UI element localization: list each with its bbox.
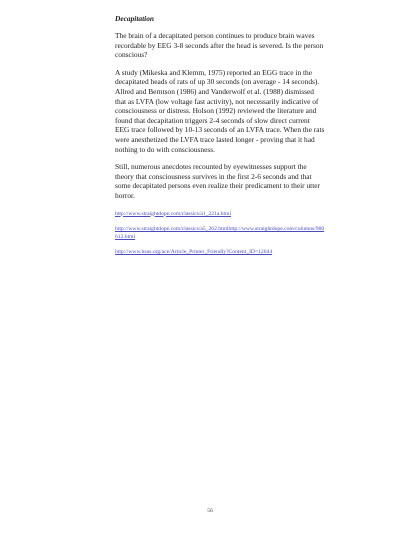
reference-link-3[interactable]: http://www.hsus.org/ace/Article_Printer_Friendly?Content_ID=12644 <box>115 249 273 255</box>
reference-link-1[interactable]: http://www.straightdope.com/classics/a1_221a.html <box>115 210 231 217</box>
section-heading: Decapitation <box>115 14 155 23</box>
reference-links <box>115 211 325 257</box>
paragraph-anecdotes: Still, numerous anecdotes recounted by eyewitnesses support the theory that consciousness survives in the first 2-6 seconds and that some decapitated persons even realize their predicament to their utter horror. <box>115 162 320 200</box>
page-content <box>115 14 325 265</box>
reference-link-2[interactable]: http://www.straightdope.com/classics/a5_262.htmlhttp://www.straightdope.com/columns/980612.html <box>115 226 325 240</box>
paragraph-intro: The brain of a decapitated person continues to produce brain waves recordable by EEG 3-8 seconds after the head is severed. Is the person conscious? <box>115 31 324 60</box>
paragraph-study: A study (Mikeska and Klemm, 1975) reported an EGG trace in the decapitated heads of rats of up 30 seconds (on average - 14 seconds). Allred and Berntson (1986) and Vanderwolf et al. (1988) dismissed that as LVFA (low voltage fast activity), not necessarily indicative of consciousness or distress. Holson (1992) reviewed the literature and found that decapitation triggers 2-4 seconds of slow direct current EEG trace followed by 10-13 seconds of an LVFA trace. When the rats were anesthetized the LVFA trace lasted longer - proving that it had nothing to do with consciousness. <box>115 67 325 154</box>
page-number: 56 <box>207 508 213 514</box>
